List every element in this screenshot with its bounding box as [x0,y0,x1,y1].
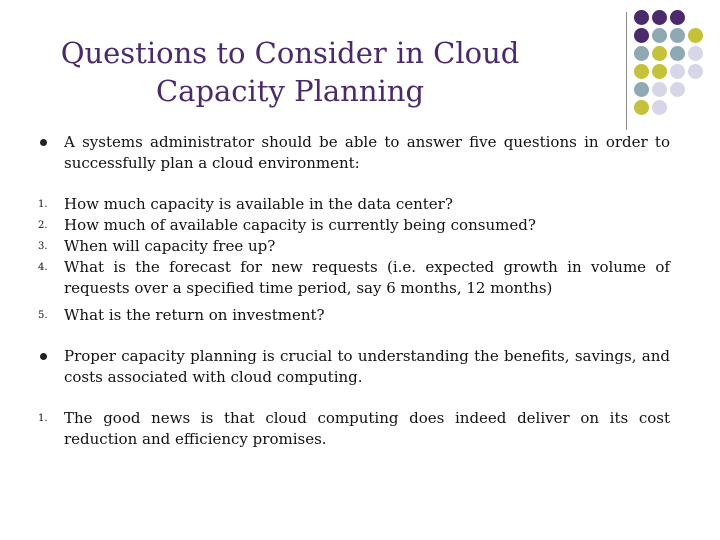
slide-title [60,34,520,110]
question-item [38,257,670,299]
bullet-intro [38,132,670,174]
decorative-dot [634,10,649,25]
slide-body [38,132,670,450]
decorative-divider-line [626,12,627,130]
list-number: 5. [38,310,48,321]
decorative-dot [634,100,649,115]
decorative-dot [670,10,685,25]
decorative-dot [670,64,685,79]
question-text: What is the return on investment? [64,306,325,324]
decorative-dot [652,10,667,25]
title-line-2: Capacity Planning [155,74,425,108]
final-point-text: The good news is that cloud computing does indeed deliver on its cost reduction and efficiency promises. [64,409,670,448]
question-item [38,194,670,215]
decorative-dot [634,46,649,61]
decorative-dot [634,28,649,43]
title-line-1: Questions to Consider in Cloud [60,36,520,70]
list-number: 2. [38,220,48,231]
decorative-dot [670,46,685,61]
decorative-dot [688,28,703,43]
decorative-dot [688,64,703,79]
bullet-capacity-planning [38,346,670,388]
decorative-dot [652,28,667,43]
question-item [38,215,670,236]
list-number: 3. [38,241,48,252]
list-number: 1. [38,199,48,210]
question-text: What is the forecast for new requests (i.e. expected growth in volume of requests over a specified time period, say 6 months, 12 months) [64,258,670,297]
question-item [38,236,670,257]
decorative-dot [688,46,703,61]
decorative-dot [652,64,667,79]
list-number: 4. [38,262,48,273]
decorative-dot [670,82,685,97]
question-text: How much of available capacity is currently being consumed? [64,216,536,234]
question-text: How much capacity is available in the data center? [64,195,453,213]
question-item [38,305,670,326]
question-text: When will capacity free up? [64,237,276,255]
intro-text: A systems administrator should be able to answer five questions in order to successfully plan a cloud environment: [64,133,670,172]
decorative-dot [652,46,667,61]
decorative-dot [634,82,649,97]
final-point [38,408,670,450]
list-number: 1. [38,413,48,424]
point-text: Proper capacity planning is crucial to understanding the benefits, savings, and costs associated with cloud computing. [64,347,670,386]
bullet-icon [40,353,47,360]
bullet-icon [40,139,47,146]
decorative-dot [652,82,667,97]
decorative-dot [670,28,685,43]
decorative-dot [634,64,649,79]
decorative-dot [652,100,667,115]
